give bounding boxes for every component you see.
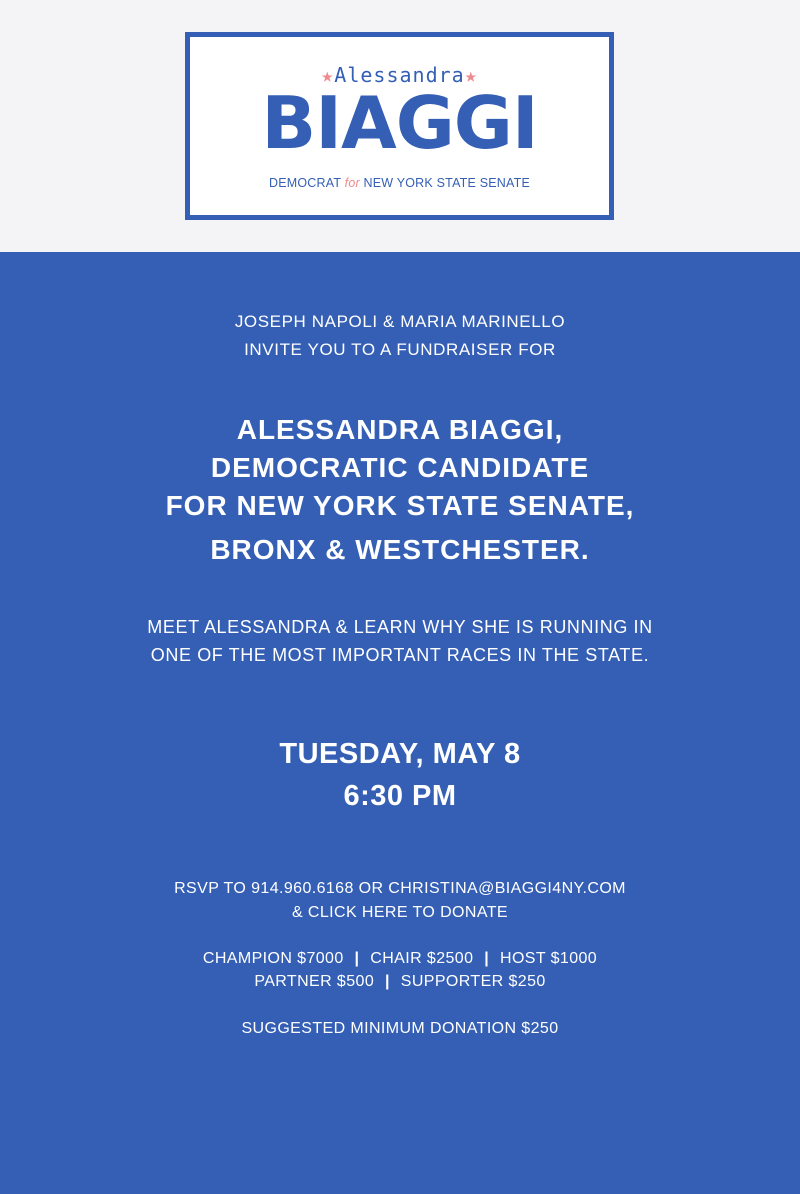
level-champion: CHAMPION $7000 bbox=[202, 950, 344, 967]
suggested-minimum: SUGGESTED MINIMUM DONATION $250 bbox=[241, 1020, 559, 1037]
level-partner: PARTNER $500 bbox=[254, 973, 375, 990]
star-icon: ★ bbox=[321, 63, 335, 87]
candidate-name: ALESSANDRA BIAGGI, bbox=[236, 414, 564, 445]
candidate-title: DEMOCRATIC CANDIDATE bbox=[210, 452, 590, 483]
donation-levels-row-2 bbox=[0, 973, 800, 991]
donation-levels-row-1 bbox=[0, 950, 800, 968]
logo-header bbox=[0, 0, 800, 252]
invitation-body bbox=[0, 252, 800, 1194]
rsvp-line: RSVP TO 914.960.6168 OR CHRISTINA@BIAGGI4NY.COM bbox=[174, 880, 626, 897]
level-chair: CHAIR $2500 bbox=[370, 950, 474, 967]
level-separator: | bbox=[484, 950, 490, 967]
tagline-office: NEW YORK STATE SENATE bbox=[363, 176, 531, 190]
donate-link[interactable]: & CLICK HERE TO DONATE bbox=[292, 904, 508, 921]
level-host: HOST $1000 bbox=[500, 950, 598, 967]
logo-tagline bbox=[190, 175, 609, 191]
candidate-district: BRONX & WESTCHESTER. bbox=[210, 534, 590, 565]
meet-line-2: ONE OF THE MOST IMPORTANT RACES IN THE STATE. bbox=[150, 645, 650, 665]
event-time: 6:30 PM bbox=[343, 780, 457, 812]
level-separator: | bbox=[354, 950, 360, 967]
campaign-logo bbox=[185, 32, 614, 220]
star-icon: ★ bbox=[464, 63, 478, 87]
event-date: TUESDAY, MAY 8 bbox=[279, 738, 521, 770]
logo-last-name: BIAGGI bbox=[261, 81, 538, 165]
hosts-line: JOSEPH NAPOLI & MARIA MARINELLO bbox=[234, 312, 566, 331]
meet-line-1: MEET ALESSANDRA & LEARN WHY SHE IS RUNNING IN bbox=[147, 617, 653, 637]
level-separator: | bbox=[385, 973, 390, 990]
logo-first-name: Alessandra bbox=[334, 63, 465, 87]
level-supporter: SUPPORTER $250 bbox=[400, 973, 546, 990]
tagline-for: for bbox=[344, 176, 360, 190]
candidate-office: FOR NEW YORK STATE SENATE, bbox=[165, 490, 635, 521]
invite-line: INVITE YOU TO A FUNDRAISER FOR bbox=[244, 340, 556, 359]
tagline-democrat: DEMOCRAT bbox=[268, 176, 341, 190]
